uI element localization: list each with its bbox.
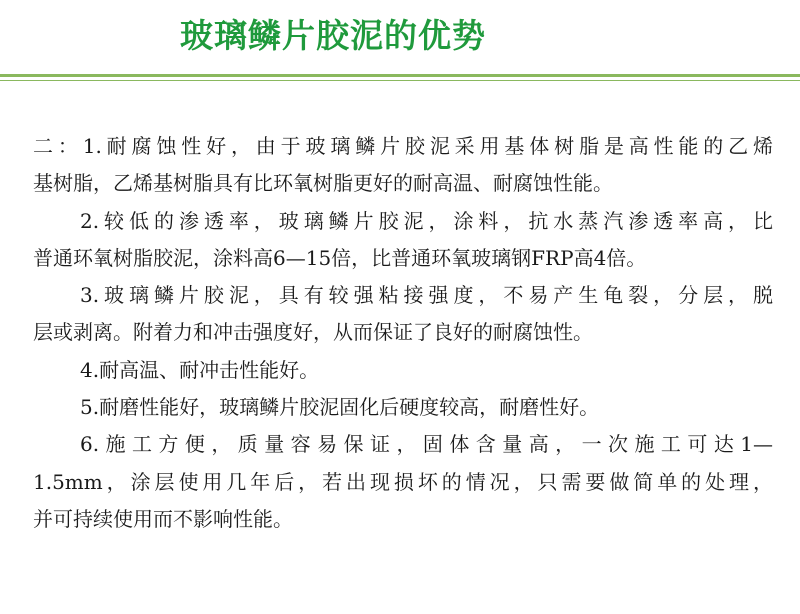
text-line: 3.玻璃鳞片胶泥，具有较强粘接强度，不易产生龟裂，分层，脱 [80,283,773,308]
text-line: 1.5mm，涂层使用几年后，若出现损坏的情况，只需要做简单的处理， [33,469,773,494]
text-line: 2.较低的渗透率，玻璃鳞片胶泥，涂料，抗水蒸汽渗透率高，比 [80,208,773,233]
text-line: 层或剥离。附着力和冲击强度好，从而保证了良好的耐腐蚀性。 [33,320,593,345]
body-text [33,128,773,538]
text-line: 5.耐磨性能好，玻璃鳞片胶泥固化后硬度较高，耐磨性好。 [80,395,600,420]
text-line: 基树脂，乙烯基树脂具有比环氧树脂更好的耐高温、耐腐蚀性能。 [33,171,613,196]
title-divider-thin [0,80,800,81]
text-line: 二：1.耐腐蚀性好，由于玻璃鳞片胶泥采用基体树脂是高性能的乙烯 [33,134,773,158]
text-line: 6.施工方便，质量容易保证，固体含量高，一次施工可达1— [80,432,773,457]
text-line: 并可持续使用而不影响性能。 [33,506,293,531]
text-line: 普通环氧树脂胶泥，涂料高6—15倍，比普通环氧玻璃钢FRP高4倍。 [33,245,647,270]
title-divider-thick [0,74,800,77]
slide-title: 玻璃鳞片胶泥的优势 [180,16,486,55]
text-line: 4.耐高温、耐冲击性能好。 [80,357,320,382]
